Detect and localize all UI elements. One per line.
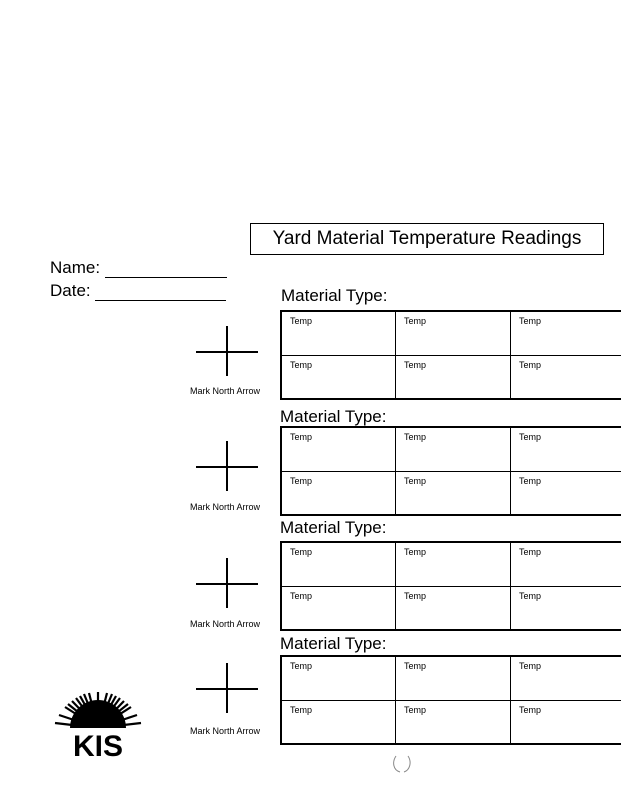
temp-cell: Temp <box>290 360 313 370</box>
material-type-label: Material Type: <box>280 634 387 653</box>
temp-cell: Temp <box>395 587 510 631</box>
temp-cell: Temp <box>395 312 510 356</box>
temp-cell: Temp <box>510 587 621 631</box>
temp-cell: Temp <box>395 472 510 516</box>
temperature-grid <box>280 310 621 400</box>
mark-north-arrow-label: Mark North Arrow <box>189 502 260 512</box>
date-blank-line <box>95 285 226 301</box>
mark-north-arrow-label: Mark North Arrow <box>189 386 260 396</box>
temp-cell: Temp <box>290 705 313 715</box>
temp-cell: Temp <box>510 543 621 587</box>
north-arrow-crosshair-icon <box>196 558 258 608</box>
temperature-grid <box>280 655 621 745</box>
north-arrow-crosshair-icon <box>196 326 258 376</box>
name-field <box>50 258 227 278</box>
logo-text: KIS <box>72 730 124 760</box>
temp-cell: Temp <box>282 657 397 701</box>
temp-cell: Temp <box>290 591 313 601</box>
temp-cell: Temp <box>395 356 510 400</box>
mark-north-arrow-label: Mark North Arrow <box>189 726 260 736</box>
material-type-label: Material Type: <box>281 286 388 305</box>
date-field <box>50 281 226 301</box>
temp-cell: Temp <box>510 356 621 400</box>
date-label: Date: <box>50 281 91 300</box>
mark-north-arrow-label: Mark North Arrow <box>189 619 260 629</box>
temp-cell: Temp <box>510 428 621 472</box>
temp-cell: Temp <box>510 701 621 745</box>
temp-cell: Temp <box>395 428 510 472</box>
document-title: Yard Material Temperature Readings <box>250 223 604 255</box>
name-label: Name: <box>50 258 101 277</box>
temp-cell: Temp <box>282 312 397 356</box>
temp-cell: Temp <box>395 657 510 701</box>
north-arrow-crosshair-icon <box>196 663 258 713</box>
page-mark-icon <box>390 752 414 776</box>
temp-cell: Temp <box>395 543 510 587</box>
temp-cell: Temp <box>290 476 313 486</box>
material-type-label: Material Type: <box>280 407 387 426</box>
sunburst-logo-icon <box>48 688 148 760</box>
temperature-grid <box>280 541 621 631</box>
temp-cell: Temp <box>510 472 621 516</box>
north-arrow-crosshair-icon <box>196 441 258 491</box>
temp-cell: Temp <box>282 543 397 587</box>
name-blank-line <box>105 262 227 278</box>
material-type-label: Material Type: <box>280 518 387 537</box>
temperature-grid <box>280 426 621 516</box>
temp-cell: Temp <box>510 657 621 701</box>
temp-cell: Temp <box>395 701 510 745</box>
temp-cell: Temp <box>510 312 621 356</box>
temp-cell: Temp <box>282 428 397 472</box>
